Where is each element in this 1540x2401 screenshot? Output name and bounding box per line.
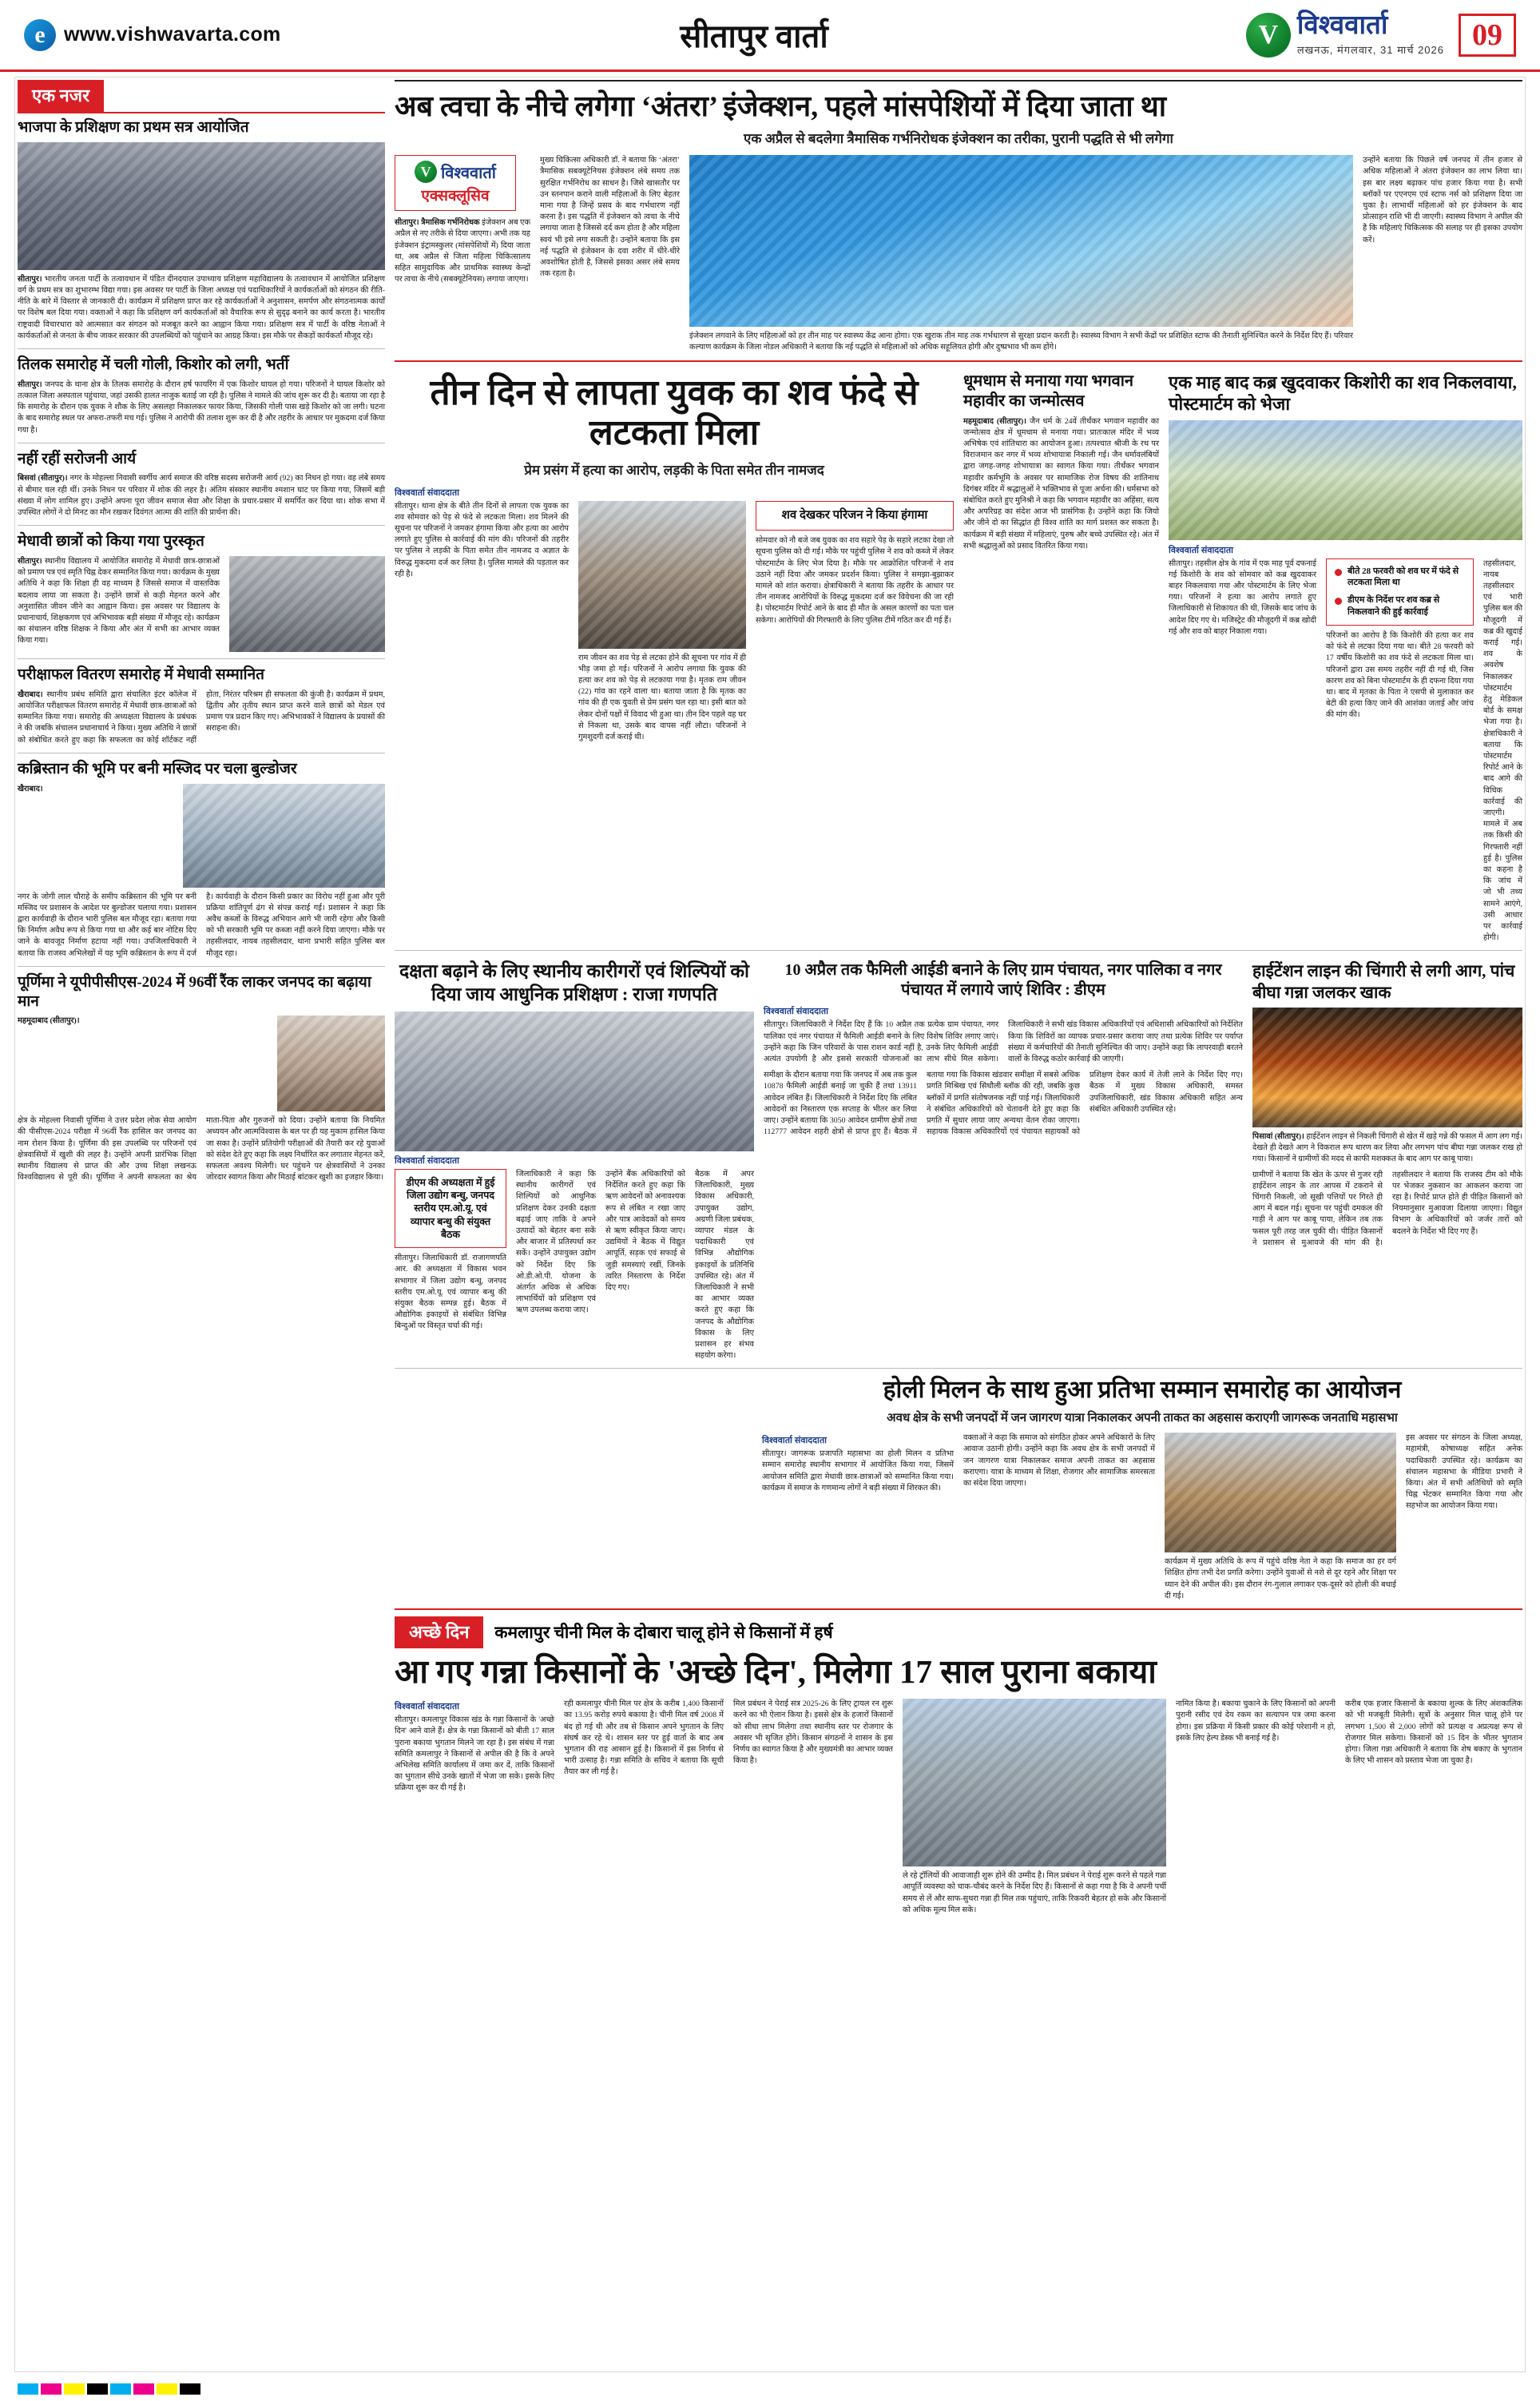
conference-photo (395, 1012, 754, 1151)
byline: विश्ववार्ता संवाददाता (395, 487, 459, 498)
article-with-photo (18, 1016, 385, 1111)
article-headline[interactable]: होली मिलन के साथ हुआ प्रतिभा सम्मान समारोह का आयोजन (883, 1377, 1402, 1404)
highlight-box: शव देखकर परिजन ने किया हंगामा (756, 501, 954, 531)
article-headline[interactable]: दक्षता बढ़ाने के लिए स्थानीय कारीगरों एवं शिल्पियों को दिया जाय आधुनिक प्रशिक्षण : राजा गणपति (399, 961, 749, 1005)
article-body (963, 416, 1159, 552)
website-url[interactable]: www.vishwavarta.com (64, 23, 281, 46)
color-swatch-yellow (64, 2383, 85, 2395)
brand-logo (1246, 13, 1444, 58)
article-subhead: अवध क्षेत्र के सभी जनपदों में जन जागरण यात्रा निकालकर अपनी ताकत का अहसास कराएगी जागरूक जनताधि महासभा (887, 1411, 1398, 1425)
lead-column-3: इंजेक्शन लगवाने के लिए महिलाओं को हर तीन माह पर स्वास्थ्य केंद्र आना होगा। एक खुराक तीन माह तक गर्भधारण से सुरक्षा प्रदान करती है। स्वास्थ्य विभाग ने सभी केंद्रों पर प्रशिक्षित स्टाफ की तैनाती सुनिश्चित करने के निर्देश दिए हैं। परिवार कल्याण कार्यक्रम के जिला नोडल अधिकारी ने बताया कि नई पद्धति से महिलाओं को अधिक सहूलियत होगी और दुष्प्रभाव भी कम होंगे। (689, 332, 1354, 352)
col-5: नामित किया है। बकाया चुकाने के लिए किसानों को अपनी पुरानी रसीद एवं देय रकम का सत्यापन पत्र जमा करना होगा। इस प्रक्रिया में किसी प्रकार की कोई परेशानी न हो, इसके लिए हेल्प डेस्क भी बनाई गई है। (1176, 1699, 1336, 1743)
byline: पिसावां (सीतापुर)। (1252, 1131, 1304, 1141)
col-1-text: सीतापुर। जागरूक प्रजापति महासभा का होली मिलन व प्रतिभा सम्मान समारोह स्थानीय सभागार में आयोजित किया गया, जिसमें आयोजन समिति द्वारा मेधावी छात्र-छात्राओं को सम्मानित किया गया। कार्यक्रम में समाज के गणमान्य लोगों ने बड़ी संख्या में शिरकत की। (762, 1449, 954, 1493)
list-item (1335, 566, 1465, 590)
article-with-photo (18, 556, 385, 652)
story-exhume (1169, 368, 1522, 944)
section-tag-ek-nazar: एक नजर (18, 80, 104, 112)
article-headline[interactable]: एक माह बाद कब्र खुदवाकर किशोरी का शव निकलवाया, पोस्टमार्टम को भेजा (1169, 372, 1517, 415)
article-text: जनपद के थाना क्षेत्र के तिलक समारोह के दौरान हर्ष फायरिंग में एक किशोर घायल हो गया। परिजनों ने घायल किशोर को तत्काल जिला अस्पताल पहुंचाया, जहां उसकी हालत नाजुक बताई जा रही है। पुलिस ने मामले की जांच शुरू कर दी है। बताया जा रहा है कि समारोह के दौरान एक युवक ने शौक के लिए असलहा निकालकर फायर किया, जिसकी गोली पास खड़े किशोर को जा लगी। घटना के बाद समारोह स्थल पर अफरा-तफरी मच गई। पुलिस ने आरोपी की तलाश शुरू कर दी है और तहरीर के आधार पर मुकदमा दर्ज किया गया है। (18, 380, 385, 435)
article-body (18, 380, 385, 436)
col-5: सहायक विकास अधिकारियों एवं पंचायत सहायकों को प्रशिक्षण देकर कार्य में तेजी लाने के निर्देश दिए गए। बैठक में मुख्य विकास अधिकारी, समस्त उपजिलाधिकारी, खंड विकास अधिकारी सहित अन्य संबंधित अधिकारी उपस्थित रहे। (927, 1071, 1243, 1137)
col-1-text: सीतापुर। कमलापुर विकास खंड के गन्ना किसानों के 'अच्छे दिन' आने वाले हैं। क्षेत्र के गन्ना किसानों को बीती 17 साल पुराना बकाया भुगतान मिलने जा रहा है। इस संबंध में गन्ना समिति कमलापुर ने किसानों से अपील की है कि वे अपने अभिलेख समिति कार्यालय में जमा कर दें, ताकि किसानों का भुगतान सीधे उनके खातों में भेजा जा सके। इसके लिए प्रक्रिया शुरू कर दी गई है। (395, 1715, 554, 1793)
byline: विश्ववार्ता संवाददाता (762, 1436, 827, 1446)
article-headline[interactable]: तीन दिन से लापता युवक का शव फंदे से लटकता मिला (430, 372, 919, 453)
article-headline[interactable]: तिलक समारोह में चली गोली, किशोर को लगी, भर्ती (18, 356, 289, 373)
article-headline[interactable]: 10 अप्रैल तक फैमिली आईडी बनाने के लिए ग्राम पंचायत, नगर पालिका व नगर पंचायत में लगाये जाएं शिविर : डीएम (784, 961, 1222, 1000)
story-janmotsav (963, 368, 1159, 944)
col-1 (762, 1433, 954, 1602)
article-text: स्थानीय विद्यालय में आयोजित समारोह में मेधावी छात्र-छात्राओं को प्रमाण पत्र एवं स्मृति चिह्न देकर सम्मानित किया गया। कार्यक्रम के मुख्य अतिथि ने कहा कि शिक्षा ही वह माध्यम है जिससे समाज में वास्तविक बदलाव लाया जा सकता है। उन्होंने छात्रों से कड़ी मेहनत करने और अनुशासित जीवन जीने का आह्वान किया। इस अवसर पर विद्यालय के प्रधानाचार्य, शिक्षकगण एवं अभिभावक बड़ी संख्या में मौजूद रहे। कार्यक्रम का संचालन वरिष्ठ शिक्षक ने किया और अंत में सभी का आभार व्यक्त किया गया। (18, 557, 220, 646)
exclusive-badge (395, 155, 516, 211)
col-6: करीब एक हजार किसानों के बकाया शुल्क के लिए अंशकालिक को भी मजबूती मिलेगी। सूत्रों के अनुसार मिल चालू होने पर लगभग 1,500 से 2,000 लोगों को प्रत्यक्ष व अप्रत्यक्ष रूप से रोजगार मिल सकेगा। किसानों को 15 दिन के भीतर भुगतान होगा। जिला गन्ना अधिकारी ने बताया कि शेष बकाए के भुगतान के लिए भी शासन को प्रस्ताव भेजा जा चुका है। (1345, 1699, 1522, 1766)
col-3: तहसीलदार, नायब तहसीलदार एवं भारी पुलिस बल की मौजूदगी में कब्र की खुदाई कराई गई। शव के अवशेष निकालकर पोस्टमार्टम हेतु मेडिकल बोर्ड के समक्ष भेजा गया है। क्षेत्राधिकारी ने बताया कि पोस्टमार्टम रिपोर्ट आने के बाद आगे की विधिक कार्रवाई की जाएगी। मामले में अब तक किसी की गिरफ्तारी नहीं हुई है। पुलिस का कहना है कि जांच में जो भी तथ्य सामने आएंगे, उसी आधार पर कार्रवाई होगी। (1483, 559, 1522, 943)
col-3-text: सोमवार को नौ बजे जब युवक का शव सहारे पेड़ के सहारे लटका देखा तो सूचना पुलिस को दी गई। मौके पर पहुंची पुलिस ने शव को कब्जे में लेकर पोस्टमार्टम के लिए भेज दिया है। मौके पर आक्रोशित परिजनों ने शव उठाने नहीं दिया और जमकर प्रदर्शन किया। पुलिस ने समझा-बुझाकर मामले को शांत कराया। क्षेत्राधिकारी ने बताया कि तहरीर के आधार पर तीन नामजद आरोपियों के विरुद्ध मुकदमा दर्ज कर विवेचना की जा रही है। पोस्टमार्टम रिपोर्ट आने के बाद ही मौत के असल कारणों का पता चल सकेगा। आरोपियों की गिरफ्तारी के लिए पुलिस टीमें गठित कर दी गई हैं। (756, 536, 954, 625)
training-body (395, 1169, 754, 1361)
lead-subhead: एक अप्रैल से बदलेगा त्रैमासिक गर्भनिरोधक इंजेक्शन का तरीका, पुरानी पद्धति से भी लगेगा (744, 131, 1173, 147)
col-4: बैठक में अपर जिलाधिकारी, मुख्य विकास अधिकारी, उपायुक्त उद्योग, अग्रणी जिला प्रबंधक, व्यापार मंडल के पदाधिकारी एवं विभिन्न औद्योगिक इकाइयों के प्रतिनिधि उपस्थित रहे। अंत में जिलाधिकारी ने सभी का आभार व्यक्त करते हुए कहा कि जनपद के औद्योगिक विकास के लिए प्रशासन हर संभव सहयोग करेगा। (695, 1169, 754, 1361)
col-2: जिलाधिकारी ने कहा कि स्थानीय कारीगरों एवं शिल्पियों को आधुनिक प्रशिक्षण देकर उनकी दक्षता बढ़ाई जाए ताकि वे अपने उत्पादों को बेहतर बना सकें और बाजार में प्रतिस्पर्धा कर सकें। उन्होंने उपायुक्त उद्योग को निर्देश दिए कि ओ.डी.ओ.पी. योजना के अंतर्गत अधिक से अधिक लाभार्थियों को प्रशिक्षण एवं ऋण उपलब्ध कराया जाए। (516, 1169, 596, 1315)
dateline: महमूदाबाद (सीतापुर)। (18, 1016, 80, 1026)
brand-name: विश्ववार्ता (1296, 11, 1388, 40)
camp-body-top (764, 1020, 1243, 1065)
lead-photo-block (689, 155, 1353, 353)
bottom-body (395, 1699, 1522, 1916)
story-camp (764, 957, 1243, 1361)
main-column (395, 80, 1522, 1916)
syringe-photo (689, 155, 1353, 327)
list-item (18, 118, 385, 342)
col-4: बैठक में बताया गया कि विकास खंडवार समीक्षा में सबसे अधिक प्रगति मिश्रिख एवं सिधौली ब्लॉक की रही, जबकि कुछ ब्लॉकों में प्रगति संतोषजनक नहीं पाई गई। जिलाधिकारी ने संबंधित अधिकारियों को चेतावनी देते हुए कहा कि प्रगति में सुधार लाया जाए अन्यथा वेतन रोका जाएगा। (894, 1071, 1080, 1137)
exclusive-label: एक्सक्लूसिव (421, 188, 490, 205)
dateline: खैराबाद। (18, 690, 43, 699)
byline: विश्ववार्ता संवाददाता (395, 1155, 459, 1166)
lead-headline[interactable]: अब त्वचा के नीचे लगेगा ‘अंतरा’ इंजेक्शन, पहले मांसपेशियों में दिया जाता था (395, 90, 1167, 122)
youth-photo (578, 501, 746, 649)
col-3 (756, 501, 954, 744)
divider (18, 966, 385, 967)
lead-column-2: मुख्य चिकित्सा अधिकारी डॉ. ने बताया कि ‘अंतरा’ त्रैमासिक सबक्यूटेनियस इंजेक्शन लंबे समय तक सुरक्षित गर्भनिरोध का साधन है। जिसे खासतौर पर उन स्तनपान कराने वाली महिलाओं के लिए बेहतर माना गया है जिन्हें प्रसव के बाद गर्भधारण नहीं करना है। इस पद्धति में इंजेक्शन को त्वचा के नीचे लगाया जाता है जिससे दर्द कम होता है और महिला स्वयं भी इसे लगा सकती है। उन्होंने बताया कि इस नई पद्धति से इंजेक्शन के दवा शरीर में धीरे-धीरे अवशोषित होती है, जिससे इसका असर लंबे समय तक रहता है। (540, 156, 680, 279)
story-training (395, 957, 754, 1361)
dateline: सीतापुर। (18, 557, 42, 566)
exclusive-block (395, 155, 530, 353)
article-text: इंजेक्शन अब एक अप्रैल से नए तरीके से दिया जाएगा। अभी तक यह इंजेक्शन इंट्रामस्कुलर (मांसपेशियों में) दिया जाता था, अब अप्रैल से जिला महिला चिकित्सालय सहित सामुदायिक और प्राथमिक स्वास्थ्य केन्द्रों पर त्वचा के नीचे (सबक्यूटेनियस) लगाया जाएगा। (395, 218, 530, 284)
story-holi (762, 1375, 1522, 1602)
byline: विश्ववार्ता संवाददाता (764, 1007, 828, 1017)
camp-body-bottom (764, 1070, 1243, 1138)
article-headline[interactable]: धूमधाम से मनाया गया भगवान महावीर का जन्मोत्सव (963, 372, 1133, 410)
col-2: वक्ताओं ने कहा कि समाज को संगठित होकर अपने अधिकारों के लिए आवाज उठानी होगी। उन्होंने कहा कि अवध क्षेत्र के सभी जनपदों में जन जागरण यात्रा निकालकर समाज अपनी ताकत का अहसास कराएगा। यात्रा के माध्यम से शिक्षा, रोजगार और सामाजिक समरसता का संदेश दिया जाएगा। (963, 1433, 1155, 1488)
byline: महमूदाबाद (सीतापुर)। (963, 416, 1026, 426)
col-1 (395, 1699, 554, 1916)
holi-body (762, 1433, 1522, 1602)
col-2: रही कमलापुर चीनी मिल पर क्षेत्र के करीब 1,400 किसानों का 13.95 करोड़ रुपये बकाया है। चीनी मिल वर्ष 2008 में बंद हो गई थी और तब से किसान अपने भुगतान के लिए संघर्ष कर रहे थे। शासन स्तर पर हुई वार्ता के बाद अब भुगतान की राह आसान हुई है। किसानों में इस निर्णय से भारी उत्साह है। गन्ना समिति के सचिव ने बताया कि सूची तैयार कर ली गई है। (564, 1699, 724, 1777)
exhume-body (1169, 559, 1522, 944)
masthead-left (24, 19, 367, 51)
epaper-icon: e (24, 19, 56, 51)
page-number: 09 (1459, 14, 1516, 57)
divider (18, 348, 385, 349)
event-photo (1165, 1433, 1396, 1552)
story-missing-youth (395, 368, 954, 944)
field-photo (1169, 420, 1522, 540)
col-4: इस अवसर पर संगठन के जिला अध्यक्ष, महामंत्री, कोषाध्यक्ष सहित अनेक पदाधिकारी उपस्थित रहे। कार्यक्रम का संचालन महासभा के मीडिया प्रभारी ने किया। अंत में सभी अतिथियों को स्मृति चिह्न भेंटकर सम्मानित किया गया और सहभोज का आयोजन किया गया। (1406, 1433, 1522, 1511)
col-3: तहसीलदार ने बताया कि राजस्व टीम को मौके पर भेजकर नुकसान का आकलन कराया जा रहा है। रिपोर्ट प्राप्त होते ही पीड़ित किसानों को नियमानुसार मुआवजा दिलाया जाएगा। विद्युत विभाग के अधिकारियों को जर्जर तारों को बदलने के निर्देश भी दिए गए हैं। (1392, 1170, 1522, 1236)
second-row (395, 368, 1522, 944)
exclusive-brand: विश्ववार्ता (441, 164, 496, 182)
col-2-text: राम जीवन का शव पेड़ से लटका होने की सूचना पर गांव में ही भीड़ जमा हो गई। परिजनों ने आरोप लगाया कि युवक की हत्या कर शव को पेड़ से लटकाया गया है। मृतक राम जीवन (22) गांव का रहने वाला था। बताया जाता है कि मृतक का गांव की ही एक युवती से प्रेम प्रसंग चल रहा था। इसी बात को लेकर दोनों पक्षों में विवाद भी हुआ था। तीन दिन पहले वह घर से निकला था, उसके बाद वापस नहीं लौटा। परिजनों ने गुमशुदगी दर्ज कराई थी। (578, 653, 746, 742)
award-photo (229, 556, 385, 652)
col-2-text: परिजनों का आरोप है कि किशोरी की हत्या कर शव को फंदे से लटका दिया गया था। बीते 28 फरवरी को 17 वर्षीय किशोरी का शव फंदे से लटकता मिला था। परिजनों द्वारा उस समय तहरीर नहीं दी गई थी, जिस कारण शव को बिना पोस्टमार्टम के ही दफना दिया गया था। बाद में मृतका के पिता ने एसपी से मुलाकात कर बेटी की हत्या किए जाने की आशंका जताई और जांच की मांग की। (1326, 630, 1474, 720)
lead-body (395, 155, 1522, 353)
dateline: खैराबाद। (18, 784, 43, 793)
col-1: सीतापुर। जिलाधिकारी ने निर्देश दिए हैं कि 10 अप्रैल तक प्रत्येक ग्राम पंचायत, नगर पालिका एवं नगर पंचायत में फैमिली आईडी बनाने के लिए विशेष शिविर लगाए जाएं। उन्होंने कहा कि जिन परिवारों के पास राशन कार्ड नहीं है, उनके लिए फैमिली आईडी अत्यंत उपयोगी है और इससे सरकारी योजनाओं का लाभ सीधे मिल सकेगा। (764, 1020, 998, 1064)
color-swatch-cyan (110, 2383, 131, 2395)
article-body (18, 274, 385, 342)
article-headline[interactable]: कब्रिस्तान की भूमि पर बनी मस्जिद पर चला बुल्डोजर (18, 760, 297, 777)
color-swatch-magenta (41, 2383, 62, 2395)
col-1-text: सीतापुर। जिलाधिकारी डॉ. राजागणपति आर. की अध्यक्षता में विकास भवन सभागार में जिला उद्योग बन्धु, जनपद स्तरीय एम.ओ.यू. एवं व्यापार बन्धु की संयुक्त बैठक सम्पन्न हुई। बैठक में औद्योगिक इकाइयों से संबंधित विभिन्न बिन्दुओं पर विस्तृत चर्चा की गई। (395, 1254, 506, 1331)
article-headline[interactable]: भाजपा के प्रशिक्षण का प्रथम सत्र आयोजित (18, 119, 249, 136)
col-1: सीतापुर। थाना क्षेत्र के बीते तीन दिनों से लापता एक युवक का शव सोमवार को पेड़ से फंदे से लटकता मिला। शव मिलने की सूचना पर परिजनों ने जमकर हंगामा किया और हत्या का आरोप लगाते हुए पुलिस से कार्रवाई की मांग की। परिजनों की तहरीर पर पुलिस ने लड़की के पिता समेत तीन नामजद व अज्ञात के विरुद्ध मुकदमा दर्ज कर लिया है। पुलिस मामले की पड़ताल कर रही है। (395, 501, 569, 578)
col-2 (578, 501, 746, 744)
article-headline[interactable]: मेधावी छात्रों को किया गया पुरस्कृत (18, 533, 204, 551)
bulldozer-photo (183, 784, 385, 888)
ek-nazar-tagbar (18, 80, 385, 113)
kicker: कमलापुर चीनी मिल के दोबारा चालू होने से किसानों में हर्ष (494, 1622, 833, 1642)
article-text: क्षेत्र के मोहल्ला निवासी पूर्णिमा ने उत्तर प्रदेश लोक सेवा आयोग की पीसीएस-2024 परीक्षा में 96वीं रैंक हासिल कर जनपद का नाम रोशन किया है। पूर्णिमा की इस उपलब्धि पर परिजनों एवं क्षेत्रवासियों में खुशी की लहर है। उन्होंने अपनी प्रारंभिक शिक्षा स्थानीय विद्यालय से प्राप्त की और उच्च शिक्षा लखनऊ विश्वविद्यालय से पूरी की। पूर्णिमा ने अपनी सफलता का श्रेय माता-पिता और गुरुजनों को दिया। उन्होंने बताया कि नियमित अध्ययन और आत्मविश्वास के बल पर ही यह मुकाम हासिल किया जा सका है। उन्होंने प्रतियोगी परीक्षाओं की तैयारी कर रहे युवाओं को संदेश देते हुए कहा कि लक्ष्य निर्धारित कर लगातार मेहनत करें, सफलता अवश्य मिलेगी। घर पहुंचने पर क्षेत्रवासियों ने उनका जोरदार स्वागत किया और मिठाई बांटकर खुशी का इजहार किया। (18, 1116, 385, 1183)
left-column (18, 80, 385, 1916)
article-text: जैन धर्म के 24वें तीर्थंकर भगवान महावीर का जन्मोत्सव क्षेत्र में धूमधाम से मनाया गया। प्रातःकाल मंदिर में भव्य अभिषेक एवं शांतिधारा का आयोजन हुआ। तत्पश्चात श्रीजी के रथ पर विराजमान कर नगर में भव्य शोभायात्रा निकाली गई। जैन धर्मावलंबियों द्वारा जगह-जगह शोभायात्रा का स्वागत किया गया। तीर्थंकर भगवान महावीर कर्मभूमि के अवसर पर सामाजिक रोज विषय की शांतिनाथ दिगंबर मंदिर में श्रद्धालुओं ने भक्तिभाव से पूजा अर्चना की। धर्मसभा को संबोधित करते हुए मुनिश्री ने कहा कि भगवान महावीर का अहिंसा, सत्य और अपरिग्रह का संदेश आज भी प्रासंगिक है। उन्होंने कहा कि जियो और जीने दो का सिद्धांत ही विश्व शांति का मार्ग प्रशस्त कर सकता है। कार्यक्रम में बड़ी संख्या में महिलाएं, पुरुष और बच्चे उपस्थित रहे। अंत में सभी श्रद्धालुओं को प्रसाद वितरित किया गया। (963, 416, 1159, 551)
list-item (18, 973, 385, 1184)
lead-column-1 (395, 217, 530, 285)
article-headline[interactable]: आ गए गन्ना किसानों के 'अच्छे दिन', मिलेगा 17 साल पुराना बकाया (395, 1652, 1157, 1690)
right-top-row (963, 368, 1522, 944)
color-swatch-magenta (133, 2383, 154, 2395)
article-subhead: प्रेम प्रसंग में हत्या का आरोप, लड़की के पिता समेत तीन नामजद (524, 462, 824, 478)
article-text: स्थानीय प्रबंध समिति द्वारा संचालित इंटर कॉलेज में आयोजित परीक्षाफल वितरण समारोह में मेधावी छात्र-छात्राओं को सम्मानित किया गया। समारोह की अध्यक्षता विद्यालय के प्रबंधक ने की जबकि संचालन प्रधानाचार्य ने किया। मुख्य अतिथि ने छात्रों को संबोधित करते हुए कहा कि सफलता का कोई शॉर्टकट नहीं होता, निरंतर परिश्रम ही सफलता की कुंजी है। कार्यक्रम में प्रथम, द्वितीय और तृतीय स्थान प्राप्त करने वाले छात्रों को मेडल एवं प्रमाण पत्र प्रदान किए गए। अभिभावकों ने विद्यालय के प्रयासों की सराहना की। (18, 690, 385, 745)
article-body (18, 690, 385, 746)
article-with-photo (18, 784, 385, 888)
article-headline[interactable]: पूर्णिमा ने यूपीपीसीएस-2024 में 96वीं रैंक लाकर जनपद का बढ़ाया मान (18, 973, 371, 1010)
list-item (18, 532, 385, 652)
col-2: जिलाधिकारी ने सभी खंड विकास अधिकारियों एवं अधिशासी अधिकारियों को निर्देशित किया कि शिविरों का व्यापक प्रचार-प्रसार कराया जाए तथा प्रत्येक शिविर पर पर्याप्त संख्या में कर्मचारियों की तैनाती सुनिश्चित की जाए। उन्होंने कहा कि लापरवाही बरतने वालों के विरुद्ध कठोर कार्रवाई की जाएगी। (1008, 1020, 1243, 1064)
color-swatch-yellow (157, 2383, 177, 2395)
list-item (18, 450, 385, 519)
bullet-text: डीएम के निर्देश पर शव कब्र से निकलवाने की हुई कार्रवाई (1348, 595, 1440, 618)
color-swatch-black (180, 2383, 200, 2395)
edition-title: सीतापुर वार्ता (680, 18, 828, 54)
list-item (1335, 594, 1465, 618)
col-4-text: ले रहे ट्रॉलियों की आवाजाही शुरू होने की उम्मीद है। मिल प्रबंधन ने पेराई शुरू करने से पहले गन्ना आपूर्ति व्यवस्था को चाक-चौबंद करने के निर्देश दिए हैं। किसानों से कहा गया है कि वे अपनी पर्ची समय से लें और साफ-सुथरा गन्ना ही मिल तक पहुंचाएं, ताकि रिकवरी बेहतर हो सके और किसानों को अधिक मूल्य मिल सके। (903, 1871, 1166, 1914)
girl-photo (277, 1016, 385, 1111)
divider (395, 1608, 1522, 1610)
divider (18, 525, 385, 526)
dateline: सीतापुर। (18, 380, 42, 389)
third-row (395, 957, 1522, 1361)
article-body (18, 1016, 268, 1111)
divider (395, 950, 1522, 951)
article-text: नगर के मोहल्ला निवासी स्वर्गीय आर्य समाज की वरिष्ठ सदस्य सरोजनी आर्य (92) का निधन हो गया। वह लंबे समय से बीमार चल रही थीं। उनके निधन पर परिवार में शोक की लहर है। अंतिम संस्कार स्थानीय श्मशान घाट पर किया गया, जिसमें बड़ी संख्या में लोग शामिल हुए। उन्होंने अपना पूरा जीवन समाज सेवा और शिक्षा के प्रचार-प्रसार में समर्पित कर दिया था। शोक सभा में उपस्थित लोगों ने दो मिनट का मौन रखकर दिवंगत आत्मा की शांति की प्रार्थना की। (18, 474, 386, 518)
divider (395, 1368, 1522, 1369)
masthead (0, 0, 1540, 72)
byline: विश्ववार्ता संवाददाता (1169, 545, 1233, 555)
article-text: भारतीय जनता पार्टी के तत्वावधान में पंडित दीनदयाल उपाध्याय प्रशिक्षण महाविद्यालय के तत्वावधान में आयोजित प्रशिक्षण वर्ग के प्रथम सत्र का शुभारम्भ विद्या गया। इस अवसर पर पार्टी के जिला अध्यक्ष एवं पदाधिकारियों ने कार्यकर्ताओं को संगठन की रीति-नीति के बारे में विस्तार से जानकारी दी। कार्यक्रम में प्रशिक्षण प्राप्त कर रहे कार्यकर्ताओं ने अनुशासन, समर्पण और संगठनात्मक कार्यों पर विशेष बल दिया गया। वक्ताओं ने कहा कि प्रशिक्षण वर्ग कार्यकर्ताओं को वैचारिक रूप से सुदृढ़ बनाने का कार्य करता है। भारतीय राष्ट्रवादी विचारधारा को आत्मसात कर संगठन को मजबूत करने का आह्वान किया गया। प्रशिक्षण सत्र में पार्टी के वरिष्ठ नेताओं ने कार्यकर्ताओं से जनता के बीच जाकर सरकार की उपलब्धियों को पहुंचाने का आग्रह किया। इस मौके पर सैकड़ों कार्यकर्ता मौजूद रहे। (18, 274, 386, 340)
col-3 (1165, 1433, 1396, 1602)
list-item (18, 666, 385, 746)
bottom-story (395, 1616, 1522, 1916)
dateline: बिसवां (सीतापुर)। (18, 474, 68, 483)
color-swatch-black (87, 2383, 108, 2395)
article-body (18, 473, 385, 519)
dateline: सीतापुर। (18, 274, 42, 284)
masthead-right (1141, 13, 1516, 58)
article-body (18, 556, 220, 652)
brand-mark-icon: V (415, 161, 437, 183)
col-2 (1326, 559, 1474, 944)
col-3-text: कार्यक्रम में मुख्य अतिथि के रूप में पहुंचे वरिष्ठ नेता ने कहा कि समाज का हर वर्ग शिक्षित होगा तभी देश प्रगति करेगा। उन्होंने युवाओं से नशे से दूर रहने और शिक्षा पर ध्यान देने की अपील की। इस दौरान रंग-गुलाल लगाकर एक-दूसरे को होली की बधाई दी गई। (1165, 1557, 1396, 1600)
article-headline[interactable]: परीक्षाफल वितरण समारोह में मेधावी सम्मानित (18, 666, 264, 684)
right-stack (963, 368, 1522, 944)
col-3: उन्होंने बैंक अधिकारियों को निर्देशित करते हुए कहा कि ऋण आवेदनों को अनावश्यक रूप से लंबित न रखा जाए और पात्र आवेदकों को समय से ऋण स्वीकृत किया जाए। उद्यमियों ने बैठक में विद्युत आपूर्ति, सड़क एवं सफाई से जुड़ी समस्याएं रखीं, जिनके त्वरित निस्तारण के निर्देश दिए गए। (605, 1169, 685, 1292)
list-item (18, 356, 385, 436)
bullet-text: बीते 28 फरवरी को शव घर में फंदे से लटकता मिला था (1348, 566, 1459, 588)
divider (18, 658, 385, 659)
col-2: ग्रामीणों ने बताया कि खेत के ऊपर से गुजर रही हाईटेंशन लाइन के तार आपस में टकराने से चिंगारी निकली, जो सूखी पत्तियों पर गिरते ही आग में बदल गई। सूचना पर पहुंची दमकल की गाड़ी ने आग पर काबू पाया, लेकिन तब तक फसल पूरी तरह जल चुकी थी। पीड़ित किसानों ने प्रशासन से मुआवजे की मांग की है। (1252, 1170, 1383, 1247)
col-4 (903, 1699, 1166, 1916)
article-text: नगर के जोगी लाल चौराहे के समीप कब्रिस्तान की भूमि पर बनी मस्जिद पर प्रशासन के आदेश पर बुल्डोजर चलाया गया। प्रशासन द्वारा कार्यवाही के दौरान भारी पुलिस बल मौजूद रहा। बताया गया कि निर्माण अवैध रूप से किया गया था और कई बार नोटिस दिए जाने के बावजूद निर्माण हटाया नहीं गया। उपजिलाधिकारी ने बताया कि राजस्व अभिलेखों में यह भूमि कब्रिस्तान के रूप में दर्ज है। कार्यवाही के दौरान किसी प्रकार का विरोध नहीं हुआ और पूरी प्रक्रिया शांतिपूर्ण ढंग से संपन्न कराई गई। प्रशासन ने कहा कि अवैध कब्जों के विरुद्ध अभियान आगे भी जारी रहेगा और किसी को भी सरकारी भूमि पर कब्जा नहीं करने दिया जाएगा। मौके पर तहसीलदार, नायब तहसीलदार, थाना प्रभारी सहित पुलिस बल मौजूद रहा। (18, 892, 385, 958)
meeting-photo (18, 142, 385, 270)
lead-column-4: उन्होंने बताया कि पिछले वर्ष जनपद में तीन हजार से अधिक महिलाओं ने अंतरा इंजेक्शन का लाभ लिया था। इस बार लक्ष्य बढ़ाकर पांच हजार किया गया है। सभी ब्लॉकों पर एएनएम एवं स्टाफ नर्स को प्रशिक्षण दिया जा चुका है। लाभार्थी महिलाओं को हर इंजेक्शन के बाद प्रोत्साहन राशि भी दी जाएगी। स्वास्थ्य विभाग ने अपील की है कि महिलाएं चिकित्सक की सलाह पर ही इसका उपयोग करें। (1363, 156, 1522, 244)
mill-photo (903, 1699, 1166, 1866)
brand-mark-icon: V (1246, 13, 1291, 58)
dateline: सीतापुर। त्रैमासिक गर्भनिरोधक (395, 218, 480, 228)
col-3: समीक्षा के दौरान बताया गया कि जनपद में अब तक कुल 10878 फैमिली आईडी बनाई जा चुकी हैं तथा 13911 आवेदन लंबित हैं। जिलाधिकारी ने निर्देश दिए कि लंबित आवेदनों का निस्तारण एक सप्ताह के भीतर कर लिया जाए। उन्होंने बताया कि 3050 आवेदन ग्रामीण क्षेत्रों तथा 112777 आवेदन शहरी क्षेत्रों से प्राप्त हुए हैं। (764, 1071, 917, 1137)
divider (395, 360, 1522, 362)
fire-photo (1252, 1008, 1522, 1127)
col-1: हाईटेंशन लाइन से निकली चिंगारी से खेत में खड़े गन्ने की फसल में आग लग गई। देखते ही देखते आग ने विकराल रूप धारण कर लिया और लगभग पांच बीघा गन्ना जलकर राख हो गया। किसानों ने ग्रामीणों की मदद से काफी मशक्कत के बाद आग पर काबू पाया। (1252, 1131, 1522, 1164)
article-headline[interactable]: हाईटेंशन लाइन की चिंगारी से लगी आग, पांच बीघा गन्ना जलकर खाक (1252, 961, 1515, 1002)
byline: विश्ववार्ता संवाददाता (395, 1702, 459, 1712)
color-swatch-cyan (18, 2383, 38, 2395)
col-1: सीतापुर। तहसील क्षेत्र के गांव में एक माह पूर्व दफनाई गई किशोरी के शव को सोमवार को कब्र खुदवाकर बाहर निकलवाया गया और पोस्टमार्टम के लिए भेजा गया। परिजनों ने हत्या का आरोप लगाते हुए जिलाधिकारी से शिकायत की थी, जिसके बाद जांच के आदेश दिए गए थे। मजिस्ट्रेट की मौजूदगी में कब्र खोदी गई और शव को बाहर निकाला गया। (1169, 559, 1316, 636)
list-item (18, 760, 385, 960)
col-1 (395, 1169, 506, 1361)
page-content (0, 72, 1540, 1916)
section-tag-achhe-din: अच्छे दिन (395, 1616, 483, 1648)
story-body (395, 501, 954, 744)
highlight-box: डीएम की अध्यक्षता में हुई जिला उद्योग बन्धु, जनपद स्तरीय एम.ओ.यू. एवं व्यापार बन्धु की संयुक्त बैठक (395, 1169, 506, 1248)
article-body (18, 784, 173, 888)
article-headline[interactable]: नहीं रहीं सरोजनी आर्य (18, 450, 137, 467)
fire-body-2 (1252, 1170, 1522, 1249)
bullet-dot-icon (1335, 569, 1342, 576)
article-body (1252, 1131, 1522, 1166)
bullet-list (1326, 559, 1474, 626)
lead-story (395, 80, 1522, 354)
brand-dateline: लखनऊ, मंगलवार, 31 मार्च 2026 (1296, 44, 1444, 56)
bullet-dot-icon (1335, 598, 1342, 605)
col-3: मिल प्रबंधन ने पेराई सत्र 2025-26 के लिए ट्रायल रन शुरू करने का भी ऐलान किया है। इससे क्षेत्र के हजारों किसानों को सीधा लाभ मिलेगा तथा स्थानीय स्तर पर रोजगार के अवसर भी सृजित होंगे। किसान संगठनों ने शासन के इस निर्णय का स्वागत किया है और मुख्यमंत्री का आभार व्यक्त किया है। (733, 1699, 893, 1766)
bottom-tagline (395, 1616, 1522, 1648)
story-fire (1252, 957, 1522, 1361)
color-bars-left (18, 2383, 200, 2395)
